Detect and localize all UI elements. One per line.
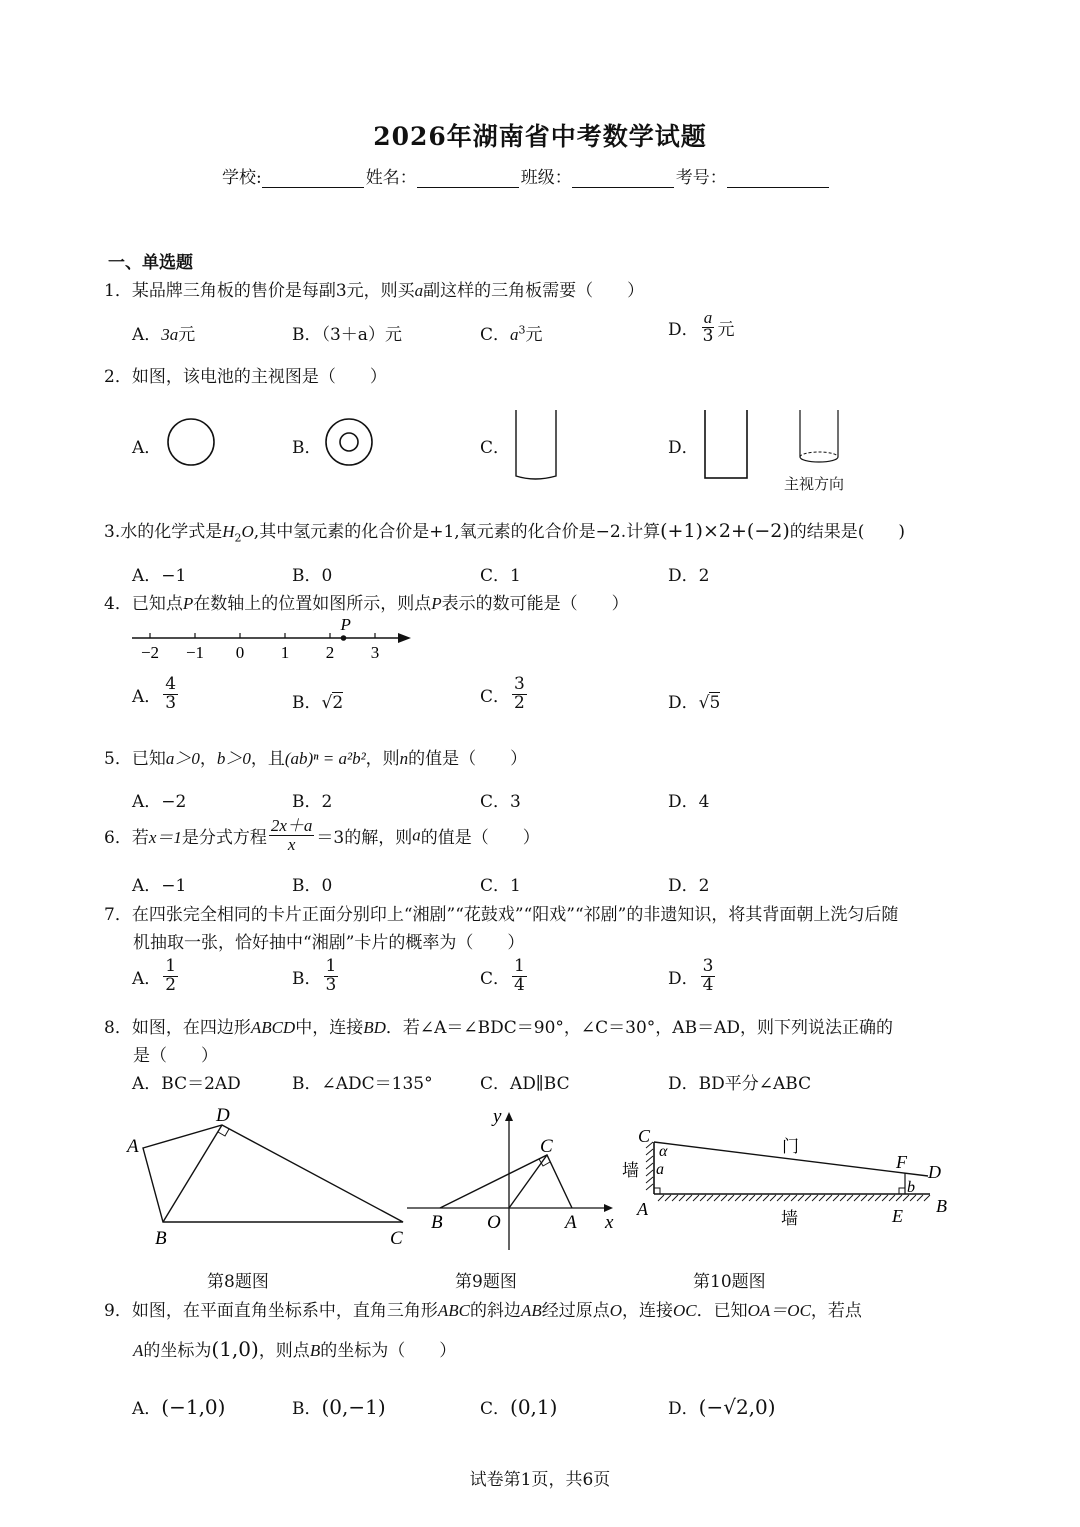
q4-number-line [128, 612, 418, 664]
q1-option-c: C．$a^3$元 [480, 323, 543, 345]
q5-stem: 5．已知a＞0，b＞0，且(ab)ⁿ = a²b²，则n的值是（ ） [104, 749, 528, 769]
q1-option-a: A．3a元 [132, 325, 196, 345]
q6-option-c: C．1 [480, 876, 521, 896]
fig10-hatch-line [735, 1195, 741, 1201]
fig8-label-b: B [155, 1228, 167, 1249]
q3-option-a: A．−1 [132, 566, 187, 586]
fig10-hatch-line [756, 1195, 762, 1201]
q9-option-a: A．(−1,0) [132, 1395, 226, 1419]
q1-stem: 1．某品牌三角板的售价是每副3元，则买a副这样的三角板需要（ ） [104, 281, 645, 301]
page-footer: 试卷第1页，共6页 [469, 1470, 611, 1490]
q5-option-d: D．4 [668, 792, 710, 812]
fig10-hatch-line [707, 1195, 713, 1201]
fig8-label-a: A [127, 1136, 139, 1157]
q8-option-a: A．BC＝2AD [132, 1074, 241, 1094]
fig10-hatch-line [665, 1195, 671, 1201]
q4-point-label: P [340, 615, 351, 634]
q2-option-d-label: D． [668, 438, 699, 458]
fig10-hatch-line [847, 1195, 853, 1201]
q5-option-b: B．2 [292, 792, 333, 812]
fig9-label-c: C [540, 1136, 553, 1157]
q4-tick-label: 2 [325, 643, 335, 662]
q6-option-b: B．0 [292, 876, 333, 896]
q4-stem: 4．已知点P在数轴上的位置如图所示，则点P表示的数可能是（ ） [104, 594, 629, 614]
q6-option-d: D．2 [668, 876, 710, 896]
fig10-label-a-length: a [656, 1161, 664, 1178]
fig9-caption: 第9题图 [455, 1272, 517, 1292]
fig8-caption: 第8题图 [207, 1272, 269, 1292]
class-label: 班级： [520, 168, 572, 188]
q2-rounded-rect-shape [516, 410, 556, 479]
fig10-hatch-line [763, 1195, 769, 1201]
fig10-label-alpha: α [659, 1143, 668, 1160]
q5-option-a: A．−2 [132, 792, 187, 812]
q4-tick-label: −1 [185, 643, 205, 662]
fig10-caption: 第10题图 [693, 1272, 766, 1292]
fig10-hatch-line [889, 1195, 895, 1201]
q8-option-c: C．AD∥BC [480, 1074, 570, 1094]
q3-option-d: D．2 [668, 566, 710, 586]
q7-option-b: B． $\frac{1}{3}$ [292, 956, 337, 995]
fig10-label-b: B [936, 1196, 947, 1216]
fig10-hatch-line [861, 1195, 867, 1201]
name-label: 姓名： [365, 168, 417, 188]
q4-option-b: B．√2 [292, 693, 344, 713]
section-heading: 一、单选题 [108, 253, 193, 273]
q2-option-c-label: C． [480, 438, 511, 458]
fig10-label-d: D [928, 1162, 941, 1182]
q4-tick-label: 3 [370, 643, 380, 662]
fig10-label-a: A [637, 1199, 648, 1219]
q4-tick-label: 0 [235, 643, 245, 662]
q2-stem: 2．如图，该电池的主视图是（ ） [104, 367, 387, 387]
fig9-label-x: x [605, 1212, 614, 1233]
fig8-quadrilateral [125, 1105, 403, 1249]
class-blank [572, 171, 674, 188]
fig10-hatch-line [917, 1195, 923, 1201]
q8-stem-line2: 是（ ） [133, 1046, 218, 1066]
q4-option-c: C． $\frac{3}{2}$ [480, 674, 525, 713]
fig10-hatch-line [714, 1195, 720, 1201]
q7-stem-line2: 机抽取一张，恰好抽中“湘剧”卡片的概率为（ ） [133, 933, 525, 953]
q3-option-c: C．1 [480, 566, 521, 586]
fig10-hatch-line [882, 1195, 888, 1201]
fig10-hatch-line [742, 1195, 748, 1201]
q6-stem: 6．若x＝1是分式方程 $\frac{2x+a}{x}$ ＝3的解，则a的值是（ ） [104, 816, 540, 854]
fig10-hatch-line [686, 1195, 692, 1201]
q8-option-d: D．BD平分∠ABC [668, 1074, 812, 1094]
q9-option-d: D．(−√2,0) [668, 1395, 776, 1419]
student-info-row [222, 163, 831, 188]
fig10-hatch-line [812, 1195, 818, 1201]
number-blank [727, 171, 829, 188]
q7-option-d: D． $\frac{3}{4}$ [668, 956, 714, 995]
q9-stem-line1: 9．如图，在平面直角坐标系中，直角三角形ABC的斜边AB经过原点O，连接OC．已知OA＝OC，若点 [104, 1301, 862, 1321]
fig10-label-door: 门 [782, 1137, 799, 1156]
fig10-hatch-line [805, 1195, 811, 1201]
fig9-label-y: y [493, 1106, 502, 1127]
fig9-label-a: A [565, 1212, 577, 1233]
fig10-hatch-line [770, 1195, 776, 1201]
q4-option-a: A． $\frac{4}{3}$ [132, 674, 177, 713]
q4-tick-label: −2 [140, 643, 160, 662]
q7-option-c: C． $\frac{1}{4}$ [480, 956, 525, 995]
q3-stem: 3.水的化学式是$H_2O$,其中氢元素的化合价是+1,氧元素的化合价是−2.计算(+1)×2+(−2)的结果是( ) [104, 520, 906, 545]
fig10-hatch-line [798, 1195, 804, 1201]
q4-option-d: D．√5 [668, 693, 721, 713]
fig10-hatch-line [924, 1195, 930, 1201]
q2-view-direction-caption: 主视方向 [784, 475, 845, 493]
fig10-hatch-line [721, 1195, 727, 1201]
fig10-hatch-line [826, 1195, 832, 1201]
q2-inner-ring-shape [340, 433, 358, 451]
q4-point-p [341, 635, 347, 641]
q1-option-b: B．（3＋a）元 [292, 325, 402, 345]
q6-option-a: A．−1 [132, 876, 187, 896]
fig9-label-o: O [487, 1212, 501, 1233]
q9-option-b: B．(0,−1) [292, 1395, 386, 1419]
q4-tick-label: 1 [280, 643, 290, 662]
q1-option-d: D． $\frac{a}{3}$ 元 [668, 308, 735, 346]
fig10-label-e: E [892, 1206, 903, 1226]
fig10-hatch-line [658, 1195, 664, 1201]
q2-option-a-label: A． [132, 438, 162, 458]
school-blank [262, 171, 364, 188]
fig10-hatch-line [784, 1195, 790, 1201]
fig10-label-wall-horizontal: 墙 [781, 1209, 798, 1228]
school-label: 学校: [222, 168, 262, 188]
fig10-hatch-line [840, 1195, 846, 1201]
fig10-hatch-line [875, 1195, 881, 1201]
q9-option-c: C．(0,1) [480, 1395, 558, 1419]
fig10-hatch-line [833, 1195, 839, 1201]
fig9-coordinate-figure [407, 1106, 614, 1250]
name-blank [417, 171, 519, 188]
number-label: 考号： [675, 168, 727, 188]
q7-stem-line1: 7．在四张完全相同的卡片正面分别印上“湘剧”“花鼓戏”“阳戏”“祁剧”的非遗知识，将其背面朝上洗匀后随 [104, 905, 899, 925]
fig10-hatch-line [896, 1195, 902, 1201]
fig10-label-c: C [638, 1126, 651, 1146]
fig10-hatch-line [819, 1195, 825, 1201]
fig10-hatch-line [854, 1195, 860, 1201]
q2-outer-ring-shape [326, 419, 372, 465]
fig10-hatch-line [693, 1195, 699, 1201]
q2-option-b-label: B． [292, 438, 322, 458]
fig10-label-f: F [896, 1152, 907, 1172]
fig9-label-b: B [431, 1212, 443, 1233]
fig10-label-b-length: b [907, 1179, 915, 1196]
q5-option-c: C．3 [480, 792, 521, 812]
fig10-hatch-line [700, 1195, 706, 1201]
page-title: 2026年湖南省中考数学试题 [373, 122, 707, 151]
fig10-hatch-line [679, 1195, 685, 1201]
q2-rectangle-shape [705, 410, 747, 478]
fig10-label-wall-vertical: 墙 [622, 1161, 639, 1180]
q9-stem-line2: A的坐标为(1,0)，则点B的坐标为（ ） [133, 1337, 457, 1361]
fig10-hatch-line [749, 1195, 755, 1201]
fig10-hatch-line [868, 1195, 874, 1201]
q8-stem-line1: 8．如图，在四边形ABCD中，连接BD．若∠A＝∠BDC＝90°，∠C＝30°，AB＝AD，则下列说法正确的 [104, 1018, 893, 1038]
fig10-door-figure [622, 1126, 947, 1228]
fig10-hatch-line [791, 1195, 797, 1201]
fig10-hatch-line [728, 1195, 734, 1201]
fig10-hatch-line [672, 1195, 678, 1201]
q2-battery-figures [160, 410, 860, 490]
fig8-label-d: D [216, 1105, 230, 1126]
fig10-hatch-line [777, 1195, 783, 1201]
q7-option-a: A． $\frac{1}{2}$ [132, 956, 177, 995]
q3-option-b: B．0 [292, 566, 333, 586]
q2-circle-shape [168, 419, 214, 465]
q8-option-b: B．∠ADC＝135° [292, 1074, 433, 1094]
figures-row [110, 1100, 970, 1260]
fig8-label-c: C [390, 1228, 403, 1249]
